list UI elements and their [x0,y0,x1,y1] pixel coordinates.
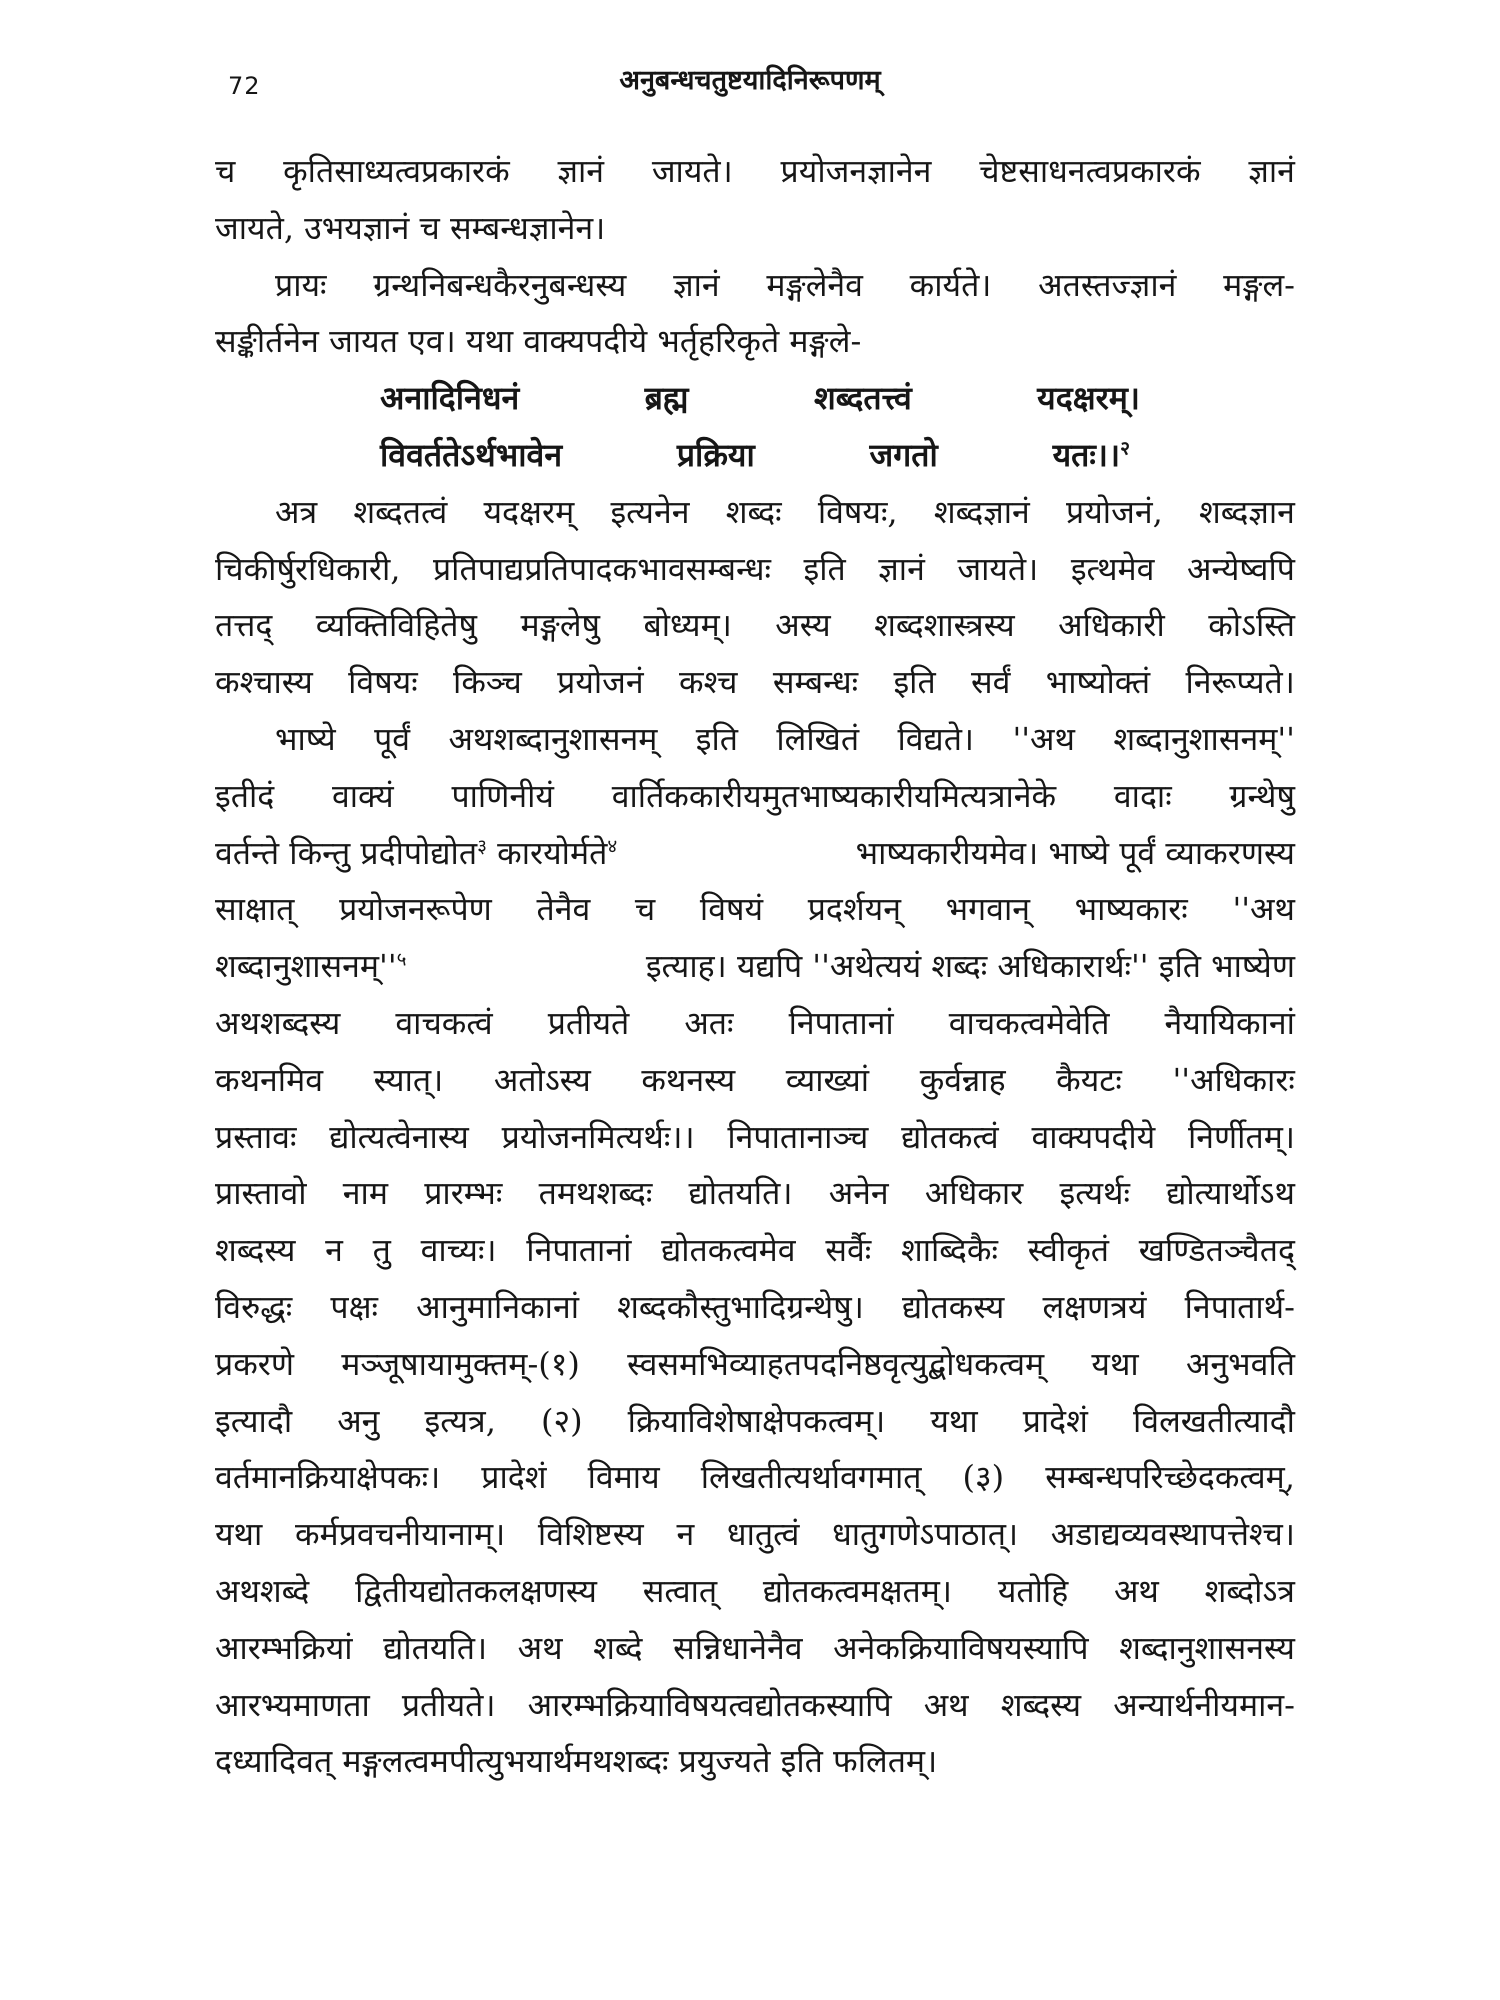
word: भाष्ये [275,719,336,758]
word: स्वसमभिव्याहतपदनिष्ठवृत्युद्बोधकत्वम् [627,1344,1045,1383]
word: स्यात्। [373,1060,444,1099]
word: विषयः [348,663,418,702]
word: मङ्गलेनैव [766,265,863,304]
word: च [215,152,236,190]
word: इति [695,719,738,758]
word: इत्थमेव [1070,549,1155,588]
text-line: दध्यादिवत् मङ्गलत्वमपीत्युभयार्थमथशब्दः प्रयुज्यते इति फलितम्। [215,1742,938,1781]
text-line: जायते, उभयज्ञानं च सम्बन्धज्ञानेन। [215,208,606,247]
word: ''अधिकारः [1172,1060,1295,1099]
word: व्याख्यां [785,1060,870,1099]
word: पूर्वं [374,719,411,758]
word: इति [893,663,936,702]
word: अतः [684,1003,734,1042]
word: सत्वात् [642,1571,718,1610]
verse-word: जगतो [869,435,938,474]
text-line [215,1449,1295,1506]
word: यदक्षरम् [483,492,575,531]
word: वादाः [1113,776,1172,815]
word: यथा [1091,1344,1139,1383]
word: मङ्गलेषु [520,606,601,645]
word: ग्रन्थेषु [1229,776,1295,815]
word: क्रियाविशेषाक्षेपकत्वम्। [627,1401,886,1440]
word: बोध्यम्। [643,606,732,645]
text-line [215,143,1295,200]
word: तु [372,1231,391,1270]
page-body [215,143,1295,1790]
word: विषयः, [817,492,898,531]
word: शब्दशास्त्रस्य [874,606,1015,645]
word: द्योत्यार्थोऽथ [1166,1174,1295,1213]
text-line-with-footnotes [215,938,1295,995]
word: अनेकक्रियाविषयस्यापि [833,1628,1089,1667]
page-number: 72 [228,72,261,100]
word: लिखतीत्यर्थावगमात् [700,1458,922,1497]
verse-word: अनादिनिधनं [380,379,520,418]
text-line [215,1279,1295,1336]
text-line [215,1677,1295,1734]
verse-word-with-footnote [1053,427,1130,484]
running-title: अनुबन्धचतुष्टयादिनिरूपणम् [619,65,881,96]
text-line [215,768,1295,825]
word: प्रास्तावो [215,1174,307,1213]
word: अनु [337,1401,380,1440]
text-run: वर्तन्ते किन्तु प्रदीपोद्योत [215,833,478,872]
text-line [215,1336,1295,1393]
word: अस्य [775,606,831,645]
word: मञ्जूषायामुक्तम्-(१) [341,1344,580,1383]
word: वाचकत्वं [395,1003,493,1042]
word: नाम [342,1174,388,1213]
word: कथनमिव [215,1060,324,1099]
word: कृतिसाध्यत्वप्रकारकं [283,152,510,190]
footnote-marker: ४ [607,834,618,857]
verse-line [215,370,1295,427]
word: द्वितीयद्योतकलक्षणस्य [355,1571,597,1610]
word: यथा [930,1401,978,1440]
verse-word: यतः।। [1052,435,1121,474]
text-line [215,1052,1295,1109]
word: न [325,1231,343,1270]
word: द्योतकत्वं [901,1117,999,1156]
word: इतीदं [215,776,275,815]
word: शब्दतत्वं [353,492,448,531]
word: कैयटः [1056,1060,1122,1099]
text-line: सङ्कीर्तनेन जायत एव। यथा वाक्यपदीये भर्तृहरिकृते मङ्गले- [215,322,862,361]
word: धातुत्वं [726,1515,800,1554]
word: अधिकारी [1058,606,1165,645]
word: शाब्दिकैः [900,1231,998,1270]
word: अधिकार [924,1174,1024,1213]
word: प्रयोजनज्ञानेन [780,152,932,190]
word: अडाद्यव्यवस्थापत्तेश्च। [1050,1515,1295,1554]
verse-word: विवर्ततेऽर्थभावेन [380,435,563,474]
word: कश्च [679,663,738,702]
text-line [215,654,1295,711]
word: शब्दस्य [215,1231,296,1270]
word: अतस्तज्ज्ञानं [1038,265,1177,304]
word: शब्दज्ञानं [933,492,1030,531]
word: प्रतिपाद्यप्रतिपादकभावसम्बन्धः [432,549,771,588]
word: प्रयोजनं [557,663,644,702]
text-segment [215,938,407,995]
text-run: भाष्यकारीयमेव। भाष्ये पूर्वं व्याकरणस्य [845,833,1295,872]
word: आनुमानिकानां [416,1287,580,1326]
word: किञ्च [453,663,522,702]
word: कश्चास्य [215,663,313,702]
word: वार्तिककारीयमुतभाष्यकारीयमित्यत्रानेके [611,776,1057,815]
word: अनेन [828,1174,889,1213]
word: आरम्भक्रियाविषयत्वद्योतकस्यापि [527,1685,892,1724]
word: शब्दे [593,1628,643,1667]
word: निपातानाञ्च [727,1117,869,1156]
word: शब्दः [725,492,782,531]
text-line [215,1109,1295,1166]
word: शब्दानुशासनस्य [1119,1628,1295,1667]
word: आरभ्यमाणता [215,1685,370,1724]
word: साक्षात् [215,890,295,929]
word: अथशब्दानुशासनम् [448,719,658,758]
word: प्रतीयते। [401,1685,496,1724]
word: भगवान् [945,890,1030,929]
word: स्वीकृतं [1027,1231,1110,1270]
text-line [215,541,1295,598]
word: ज्ञानं [1248,152,1295,190]
word: प्रारम्भः [424,1174,503,1213]
word: तमथशब्दः [538,1174,653,1213]
word: प्रयोजनं, [1066,492,1163,531]
word: च [634,890,656,929]
text-line [215,881,1295,938]
word: अत्र [275,492,318,531]
word: अन्येष्वपि [1186,549,1295,588]
word: विषयं [699,890,764,929]
word: वाचकत्वमेवेति [948,1003,1110,1042]
word: मङ्गल- [1223,265,1295,304]
word: तेनैव [536,890,591,929]
word: ''अथ [1012,719,1075,758]
word: शब्दस्य [1000,1685,1082,1724]
text-line-with-footnotes [215,825,1295,882]
word: प्रतीयते [547,1003,630,1042]
word: खण्डितञ्चैतद् [1138,1231,1295,1270]
word: निपातानां [526,1231,632,1270]
word: शब्दानुशासनम्'' [1113,719,1295,758]
word: चेष्टसाधनत्वप्रकारकं [979,152,1201,190]
word: निर्णीतम्। [1188,1117,1295,1156]
word: पक्षः [330,1287,378,1326]
word: प्रयोजनमित्यर्थः।। [501,1117,695,1156]
word: सम्बन्धपरिच्छेदकत्वम्, [1045,1458,1295,1497]
text-line [215,995,1295,1052]
word: अथ [923,1685,969,1724]
word: चिकीर्षुरधिकारी, [215,549,401,588]
word: वाच्यः। [420,1231,497,1270]
text-line [215,711,1295,768]
word: वाक्यपदीये [1031,1117,1156,1156]
word: विरुद्धः [215,1287,293,1326]
text-line [215,1165,1295,1222]
word: व्यक्तिविहितेषु [315,606,478,645]
word: विद्यते। [897,719,975,758]
word: द्योत्यत्वेनास्य [329,1117,469,1156]
verse-word: प्रक्रिया [676,435,755,474]
word: कोऽस्ति [1208,606,1295,645]
word: भाष्योक्तं [1045,663,1151,702]
word: विमाय [587,1458,660,1497]
footnote-marker: ३ [477,834,487,857]
word: लिखितं [776,719,860,758]
footnote-marker: ५ [396,948,407,971]
text-segment [215,825,617,882]
word: द्योतकत्वमक्षतम्। [762,1571,953,1610]
word: ज्ञानं [557,152,605,190]
footnote-marker: २ [1120,437,1130,460]
verse-word: यदक्षरम्। [1037,379,1140,418]
word: प्रस्तावः [215,1117,297,1156]
word: अथ [1113,1571,1159,1610]
word: द्योतयति। [688,1174,793,1213]
word: प्रकरणे [215,1344,295,1383]
word: विलखतीत्यादौ [1133,1401,1295,1440]
word: द्योतकत्वमेव [661,1231,796,1270]
word: प्रादेशं [1022,1401,1088,1440]
word: इति [803,549,846,588]
word: (२) [540,1401,583,1440]
word: कर्मप्रवचनीयानाम्। [294,1515,506,1554]
word: इत्यनेन [610,492,690,531]
verse-line [215,427,1295,484]
word: निपातार्थ- [1184,1287,1295,1326]
word: भाष्यकारः [1074,890,1188,929]
word: शब्दज्ञान [1198,492,1295,531]
word: तत्तद् [215,606,273,645]
word: कार्यते। [909,265,992,304]
text-line-content [215,938,1295,995]
word: इत्यर्थः [1059,1174,1130,1213]
word: सम्बन्धः [772,663,859,702]
word: आरम्भक्रियां [215,1628,353,1667]
text-line [215,484,1295,541]
word: शब्दकौस्तुभादिग्रन्थेषु। [617,1287,864,1326]
word: ज्ञानं [878,549,925,588]
word: प्रयोजनरूपेण [339,890,492,929]
word: सर्वं [971,663,1011,702]
text-line [215,1506,1295,1563]
word: ''अथ [1232,890,1295,929]
word: जायते। [651,152,733,190]
word: अथशब्दस्य [215,1003,341,1042]
word: कुर्वन्नाह [919,1060,1006,1099]
text-run: शब्दानुशासनम्'' [215,947,397,986]
text-line [215,1222,1295,1279]
text-line [215,1393,1295,1450]
word: अनुभवति [1185,1344,1295,1383]
verse-word: ब्रह्म [644,379,689,418]
word: इत्यत्र, [424,1401,496,1440]
text-run: इत्याह। यद्यपि ''अथेत्ययं शब्दः अधिकारार्थः'' इति भाष्येण [635,947,1295,986]
text-line [215,257,1295,314]
word: धातुगणेऽपाठात्। [832,1515,1019,1554]
word: अथशब्दे [215,1571,310,1610]
text-line [215,1563,1295,1620]
word: अन्यार्थनीयमान- [1113,1685,1295,1724]
word: सन्निधानेनैव [673,1628,803,1667]
word: वाक्यं [331,776,394,815]
word: न [676,1515,695,1554]
word: (३) [962,1458,1005,1497]
word: शब्दोऽत्र [1204,1571,1295,1610]
word: द्योतयति। [383,1628,488,1667]
word: जायते। [957,549,1039,588]
word: प्रायः [275,265,327,304]
text-line [215,597,1295,654]
word: कथनस्य [641,1060,736,1099]
text-line [215,1620,1295,1677]
word: निरूप्यते। [1185,663,1295,702]
word: विशिष्टस्य [537,1515,644,1554]
word: सर्वैः [825,1231,872,1270]
word: वर्तमानक्रियाक्षेपकः। [215,1458,441,1497]
verse-quotation [215,370,1295,484]
word: निपातानां [788,1003,894,1042]
word: इत्यादौ [215,1401,293,1440]
word: पाणिनीयं [451,776,554,815]
word: प्रदर्शयन् [807,890,901,929]
word: अतोऽस्य [493,1060,591,1099]
text-run: कारयोर्मते [486,833,608,872]
word: यतोहि [997,1571,1069,1610]
word: नैयायिकानां [1164,1003,1295,1042]
word: ज्ञानं [673,265,720,304]
word: लक्षणत्रयं [1042,1287,1147,1326]
text-line-content [215,825,1295,882]
word: अथ [517,1628,563,1667]
word: द्योतकस्य [902,1287,1005,1326]
word: यथा [215,1515,263,1554]
word: ग्रन्थनिबन्धकैरनुबन्धस्य [373,265,627,304]
word: प्रादेशं [481,1458,547,1497]
verse-word: शब्दतत्त्वं [813,379,912,418]
